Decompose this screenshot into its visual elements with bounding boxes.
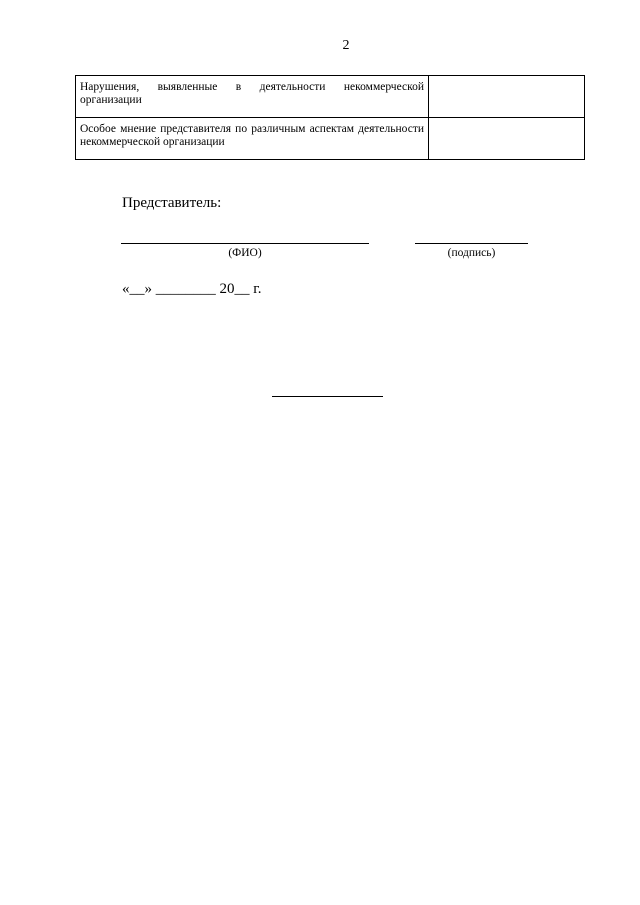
document-end-divider <box>272 396 383 397</box>
date-field: «__» ________ 20__ г. <box>122 281 262 297</box>
fio-line[interactable] <box>121 243 369 244</box>
signature-caption: (подпись) <box>447 247 496 259</box>
signature-line[interactable] <box>415 243 528 244</box>
row-value-violations[interactable] <box>429 76 585 118</box>
fio-caption: (ФИО) <box>228 247 262 259</box>
representative-label: Представитель: <box>122 195 222 211</box>
table-row <box>76 118 585 160</box>
row-value-special-opinion[interactable] <box>429 118 585 160</box>
table-row <box>76 76 585 118</box>
page-number: 2 <box>342 38 350 53</box>
row-label-violations: Нарушения, выявленные в деятельности некоммерческой организации <box>76 76 429 118</box>
row-label-special-opinion: Особое мнение представителя по различным аспектам деятельности некоммерческой организации <box>76 118 429 160</box>
report-table <box>75 75 585 160</box>
